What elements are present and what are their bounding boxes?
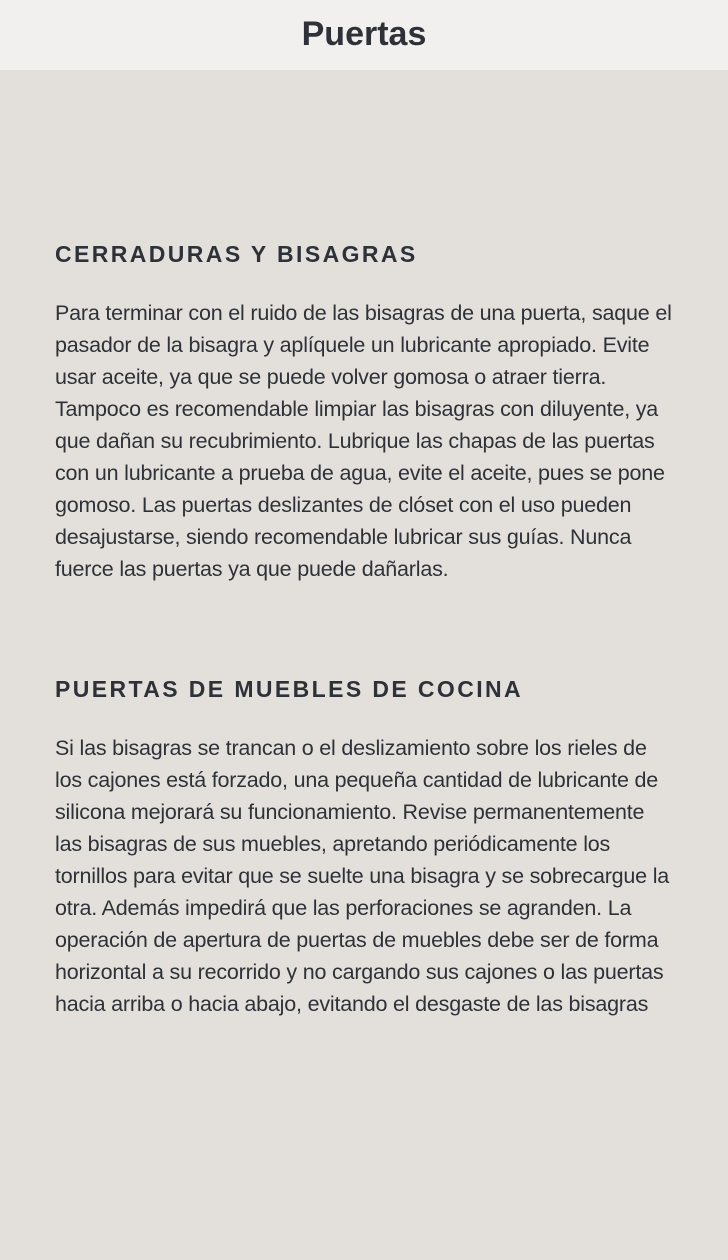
top-bar bbox=[0, 0, 728, 70]
section-heading: CERRADURAS Y BISAGRAS bbox=[55, 241, 418, 267]
section-puertas-muebles-cocina bbox=[55, 585, 673, 1020]
page-title: Puertas bbox=[301, 15, 427, 53]
main-content bbox=[0, 70, 728, 1020]
section-body: Si las bisagras se trancan o el deslizamiento sobre los rieles de los cajones está forzado, una pequeña cantidad de lubricante de silicona mejorará su funcionamiento. Revise permanentemente las bisagras de sus muebles, apretando periódicamente los tornillos para evitar que se suelte una bisagra y se sobrecargue la otra. Además impedirá que las perforaciones se agranden. La operación de apertura de puertas de muebles debe ser de forma horizontal a su recorrido y no cargando sus cajones o las puertas hacia arriba o hacia abajo, evitando el desgaste de las bisagras bbox=[55, 736, 670, 1016]
section-heading: PUERTAS DE MUEBLES DE COCINA bbox=[55, 676, 524, 702]
section-body: Para terminar con el ruido de las bisagras de una puerta, saque el pasador de la bisagra y aplíquele un lubricante apropiado. Evite usar aceite, ya que se puede volver gomosa o atraer tierra. Tampoco es recomendable limpiar las bisagras con diluyente, ya que dañan su recubrimiento. Lubrique las chapas de las puertas con un lubricante a prueba de agua, evite el aceite, pues se pone gomoso. Las puertas deslizantes de clóset con el uso pueden desajustarse, siendo recomendable lubricar sus guías. Nunca fuerce las puertas ya que puede dañarlas. bbox=[55, 301, 672, 581]
section-cerraduras-bisagras bbox=[55, 70, 673, 585]
